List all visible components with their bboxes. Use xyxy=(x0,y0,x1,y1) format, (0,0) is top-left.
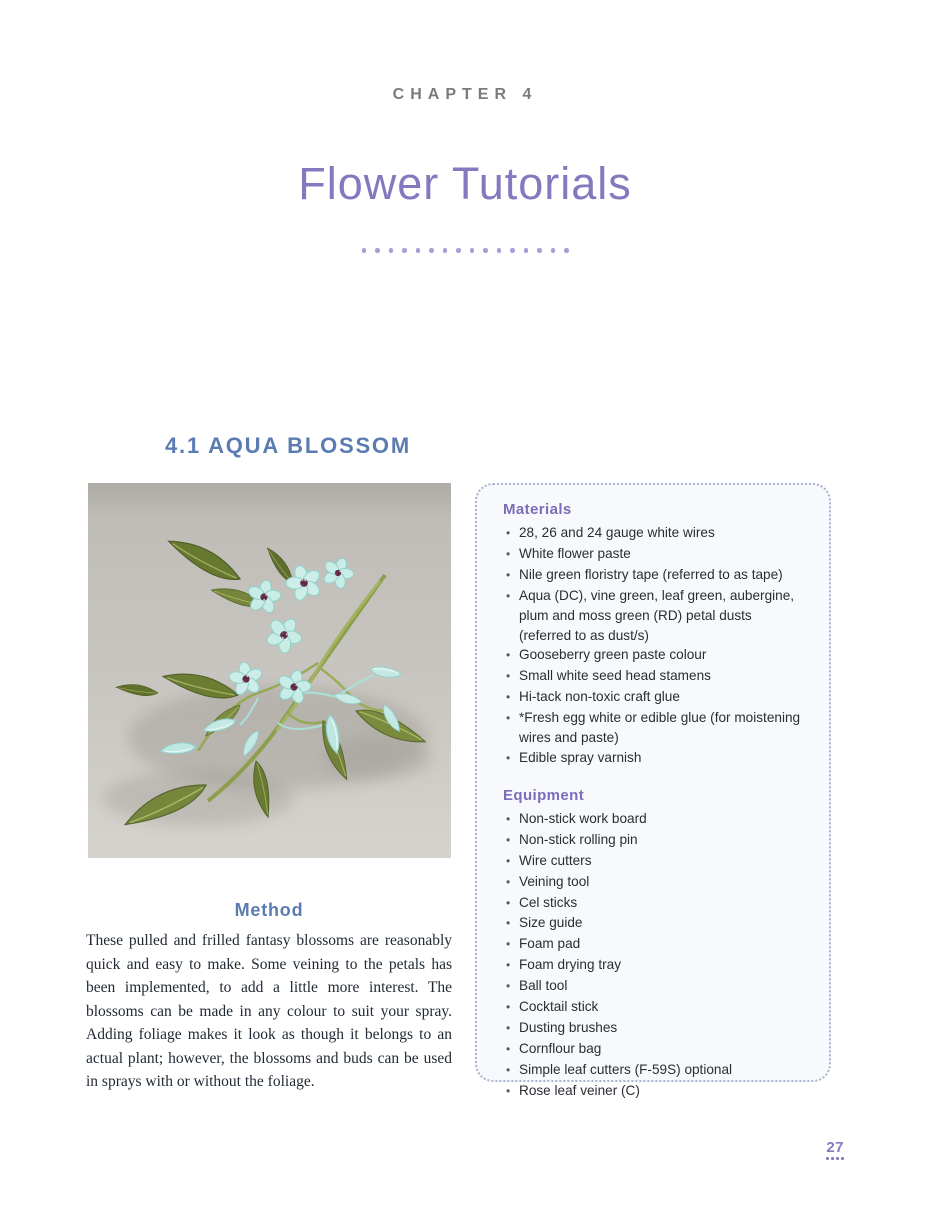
dot xyxy=(456,248,461,253)
dot xyxy=(389,248,394,253)
bullet-icon xyxy=(503,1081,519,1102)
equipment-list-item: • Simple leaf cutters (F-59S) optional xyxy=(503,1060,805,1081)
equipment-list-item: • Ball tool xyxy=(503,976,805,997)
bullet-icon xyxy=(503,1060,519,1081)
bullet-icon xyxy=(503,1039,519,1060)
bullet-icon xyxy=(503,687,519,708)
equipment-list-item: • Non-stick rolling pin xyxy=(503,830,805,851)
bullet-icon xyxy=(503,809,519,830)
equipment-list-item: • Non-stick work board xyxy=(503,809,805,830)
bullet-icon xyxy=(503,645,519,666)
flower-spray-illustration xyxy=(88,483,451,858)
materials-list-item: • Gooseberry green paste colour xyxy=(503,645,805,666)
equipment-list-item: • Foam drying tray xyxy=(503,955,805,976)
materials-list-item: • Nile green floristry tape (referred to as tape) xyxy=(503,565,805,586)
bullet-icon xyxy=(503,666,519,687)
page-footer xyxy=(826,1139,844,1160)
equipment-heading: Equipment xyxy=(503,786,585,804)
method-paragraph: These pulled and frilled fantasy blossoms are reasonably quick and easy to make. Some veining to the petals has been implemented, to add a little more interest. The blossoms can be made in any colour to suit your spray. Adding foliage makes it look as though it belongs to an actual plant; however, the blossoms and buds can be used in sprays with or without the foliage. xyxy=(86,932,452,1090)
materials-list-item: • Small white seed head stamens xyxy=(503,666,805,687)
dot xyxy=(537,248,542,253)
aqua-blossom-photo xyxy=(88,483,451,858)
dot xyxy=(416,248,421,253)
page-number: 27 xyxy=(826,1139,844,1156)
bullet-icon xyxy=(503,851,519,872)
bullet-icon xyxy=(503,523,519,544)
bullet-icon xyxy=(503,830,519,851)
dot xyxy=(470,248,475,253)
materials-list-item: • White flower paste xyxy=(503,544,805,565)
bullet-icon xyxy=(503,997,519,1018)
dot xyxy=(362,248,367,253)
page-number-dots xyxy=(826,1157,844,1160)
dot xyxy=(510,248,515,253)
bullet-icon xyxy=(503,586,519,607)
bullet-icon xyxy=(503,708,519,729)
dot xyxy=(402,248,407,253)
dot xyxy=(836,1157,839,1160)
dot xyxy=(831,1157,834,1160)
bullet-icon xyxy=(503,544,519,565)
method-heading: Method xyxy=(234,900,304,920)
materials-list xyxy=(503,523,805,769)
dot xyxy=(429,248,434,253)
materials-panel xyxy=(475,483,831,1098)
dotted-divider xyxy=(0,248,930,253)
dot xyxy=(524,248,529,253)
materials-heading: Materials xyxy=(503,501,572,518)
equipment-list-item: • Foam pad xyxy=(503,934,805,955)
bullet-icon xyxy=(503,1018,519,1039)
materials-list-item: • 28, 26 and 24 gauge white wires xyxy=(503,523,805,544)
dot xyxy=(483,248,488,253)
equipment-list-item: • Cornflour bag xyxy=(503,1039,805,1060)
bullet-icon xyxy=(503,976,519,997)
bullet-icon xyxy=(503,893,519,914)
materials-list-item: • Hi-tack non-toxic craft glue xyxy=(503,687,805,708)
dot xyxy=(375,248,380,253)
equipment-list-item: • Cocktail stick xyxy=(503,997,805,1018)
page-title: Flower Tutorials xyxy=(298,158,632,209)
bullet-icon xyxy=(503,934,519,955)
dot xyxy=(564,248,569,253)
dot xyxy=(826,1157,829,1160)
dot xyxy=(841,1157,844,1160)
equipment-list-item: • Veining tool xyxy=(503,872,805,893)
dot xyxy=(497,248,502,253)
equipment-list-item: • Rose leaf veiner (C) xyxy=(503,1081,805,1102)
equipment-list-item: • Cel sticks xyxy=(503,893,805,914)
method-section xyxy=(86,900,452,1094)
materials-list-item: • Edible spray varnish xyxy=(503,748,805,769)
section-heading: 4.1 AQUA BLOSSOM xyxy=(165,433,411,458)
equipment-list-item: • Dusting brushes xyxy=(503,1018,805,1039)
bullet-icon xyxy=(503,565,519,586)
materials-list-item: • Aqua (DC), vine green, leaf green, aubergine, plum and moss green (RD) petal dusts (referred to as dust/s) xyxy=(503,586,805,646)
bullet-icon xyxy=(503,748,519,769)
equipment-list-item: • Size guide xyxy=(503,913,805,934)
materials-list-item: • *Fresh egg white or edible glue (for moistening wires and paste) xyxy=(503,708,805,748)
bullet-icon xyxy=(503,872,519,893)
dot xyxy=(443,248,448,253)
bullet-icon xyxy=(503,913,519,934)
chapter-label: CHAPTER 4 xyxy=(392,86,538,103)
bullet-icon xyxy=(503,955,519,976)
dot xyxy=(551,248,556,253)
equipment-list xyxy=(503,809,805,1102)
equipment-list-item: • Wire cutters xyxy=(503,851,805,872)
